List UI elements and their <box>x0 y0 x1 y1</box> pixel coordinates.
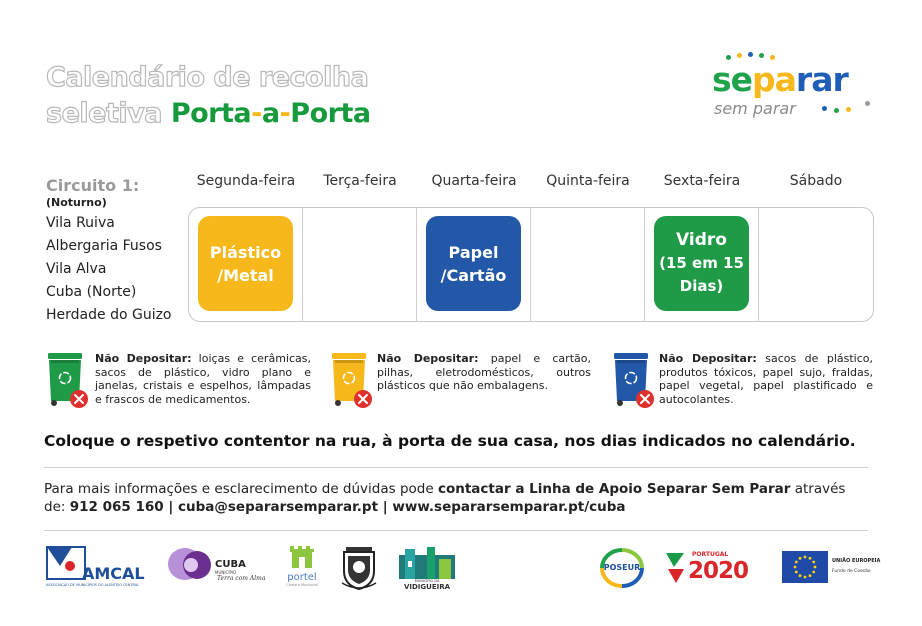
bin-restriction-text: Não Depositar: sacos de plástico, produtos tóxicos, papel sujo, fraldas, papel vegetal, papel plastificado e autocolantes. <box>659 352 873 406</box>
logo-dot <box>748 52 753 57</box>
logo-dot <box>865 101 870 106</box>
location-item: Herdade do Guizo <box>46 307 172 323</box>
title-dash2: - <box>279 98 291 129</box>
grid-divider <box>644 208 645 321</box>
amcal-logo: AMCAL ASSOCIAÇÃO DE MUNICÍPIOS DO ALENTEJO CENTRAL <box>46 546 152 590</box>
collection-label: Plástico <box>209 242 282 262</box>
cuba-logo: CUBA MUNICÍPIO Terra com Alma <box>167 547 269 589</box>
portugal-2020-emblem-icon <box>664 549 686 585</box>
circuit-note: (Noturno) <box>46 196 107 209</box>
title-line1: Calendário de recolha <box>46 62 369 93</box>
collection-label: /Cartão <box>440 265 507 285</box>
logo-tagline: sem parar <box>714 99 796 118</box>
collection-label: Dias) <box>679 277 724 295</box>
logo-dot <box>834 108 839 113</box>
green-bin-icon <box>46 351 90 413</box>
eu-logo: UNIÃO EUROPEIA Fundo de Coesão <box>782 551 874 585</box>
divider <box>44 467 868 468</box>
collection-chip-plastic-metal <box>198 216 293 311</box>
amcal-emblem-icon <box>46 546 86 580</box>
collection-label: /Metal <box>217 265 274 285</box>
collection-chip-glass <box>654 216 749 311</box>
title-seletiva: seletiva <box>46 98 162 129</box>
coat-of-arms-icon <box>336 543 382 591</box>
vidigueira-emblem-icon <box>397 545 457 579</box>
blue-bin-icon <box>612 351 656 413</box>
day-header-saturday: Sábado <box>789 173 843 189</box>
bin-restriction-text: Não Depositar: loiças e cerâmicas, sacos de plástico, vidro plano e janelas, cristais e espelhos, lâmpadas e frascos de medicamentos. <box>95 352 311 406</box>
separar-logo <box>712 52 882 122</box>
logo-wordmark: separar <box>712 60 848 99</box>
collection-label: (15 em 15 <box>659 254 744 272</box>
grid-divider <box>530 208 531 321</box>
portugal-2020-logo: PORTUGAL 2020 <box>664 549 766 589</box>
circuit-title: Circuito 1: <box>46 176 140 195</box>
day-header-friday: Sexta-feira <box>663 173 741 189</box>
collection-chip-paper-cardboard <box>426 216 521 311</box>
day-header-monday: Segunda-feira <box>196 173 296 189</box>
day-header-wednesday: Quarta-feira <box>431 173 517 189</box>
title-dash1: - <box>251 98 262 129</box>
grid-divider <box>758 208 759 321</box>
location-item: Vila Ruiva <box>46 215 115 231</box>
bin-restriction-text: Não Depositar: papel e cartão, pilhas, eletrodomésticos, outros plásticos que não embalagens. <box>377 352 591 392</box>
page-title <box>46 60 371 132</box>
title-a: a <box>261 98 280 129</box>
portel-logo: portel Câmara Municipal <box>283 542 321 592</box>
vidigueira-logo: MUNICÍPIO DA VIDIGUEIRA <box>397 545 457 591</box>
cuba-emblem-icon <box>167 547 217 581</box>
grid-divider <box>302 208 303 321</box>
poseur-logo: POSEUR <box>597 546 647 590</box>
circuit-info <box>46 176 172 324</box>
day-header-thursday: Quinta-feira <box>546 173 630 189</box>
grid-divider <box>416 208 417 321</box>
yellow-bin-icon <box>330 351 374 413</box>
logo-dot <box>737 53 742 58</box>
day-header-tuesday: Terça-feira <box>323 173 397 189</box>
logo-dot <box>759 53 764 58</box>
location-item: Vila Alva <box>46 261 107 277</box>
municipal-crest-logo <box>336 543 382 591</box>
logo-dot <box>822 106 827 111</box>
circuit-locations <box>46 214 172 324</box>
title-line2 <box>46 96 371 132</box>
instruction-text: Coloque o respetivo contentor na rua, à porta de sua casa, nos dias indicados no calendário. <box>44 432 856 450</box>
logo-dot <box>846 107 851 112</box>
divider <box>44 530 868 531</box>
contact-details[interactable]: 912 065 160 | cuba@separarsemparar.pt | www.separarsemparar.pt/cuba <box>69 499 626 515</box>
portel-tower-icon <box>286 542 318 568</box>
title-porta2: Porta <box>290 98 371 129</box>
contact-info: Para mais informações e esclarecimento de dúvidas pode contactar a Linha de Apoio Separar Sem Parar através de: 912 065 160 | cuba@separarsemparar.pt | www.separarsemparar.pt/cuba <box>44 481 846 515</box>
location-item: Cuba (Norte) <box>46 284 137 300</box>
collection-label: Papel <box>448 242 499 262</box>
collection-label: Vidro <box>676 230 727 250</box>
location-item: Albergaria Fusos <box>46 238 162 254</box>
title-porta1: Porta <box>170 98 252 129</box>
eu-flag-icon <box>782 551 828 583</box>
